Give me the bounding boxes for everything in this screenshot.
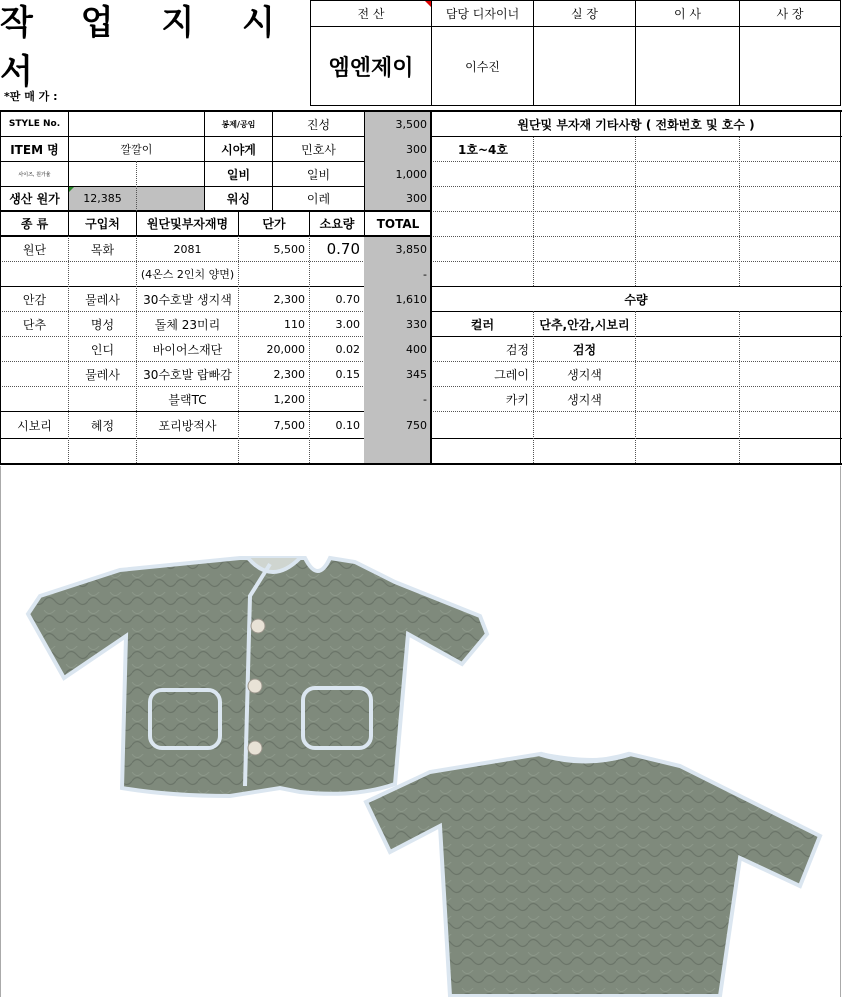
cell-note-icon — [69, 187, 74, 192]
material-total: 330 — [406, 317, 427, 331]
comment-marker-icon — [425, 1, 431, 7]
item-label: ITEM 명 — [10, 142, 59, 157]
quantity-title: 수량 — [624, 292, 648, 307]
document-title: 작 업 지 시 서 — [0, 3, 293, 92]
material-name: 2081 — [173, 242, 202, 256]
material-type: 안감 — [22, 292, 47, 307]
color-parts: 생지색 — [567, 392, 602, 407]
material-total: 1,610 — [395, 292, 427, 306]
material-name: 바이어스재단 — [152, 342, 223, 357]
material-qty: 0.02 — [335, 342, 360, 356]
jacket-back-view — [366, 754, 820, 996]
col-header-quantity: 소요량 — [319, 217, 355, 231]
material-price: 2,300 — [273, 292, 305, 306]
col-header-type: 종 류 — [20, 217, 49, 231]
product-photo — [0, 466, 842, 997]
sale-price-label: *판 매 가 : — [4, 90, 58, 103]
material-price: 2,300 — [273, 367, 305, 381]
material-name: 돌체 23미리 — [154, 317, 221, 332]
material-type: 단추 — [22, 317, 47, 332]
col-header-vendor: 구입처 — [85, 217, 120, 231]
material-total: 3,850 — [395, 242, 427, 256]
material-price: 110 — [284, 317, 305, 331]
color-name: 검정 — [505, 342, 529, 357]
approval-header-manager: 실 장 — [571, 7, 598, 21]
color-parts: 검정 — [572, 342, 597, 357]
approval-designer-value: 이수진 — [465, 59, 500, 74]
size-range: 1호~4호 — [458, 142, 508, 157]
parts-header: 단추,안감,시보리 — [539, 317, 630, 332]
material-vendor: 인디 — [90, 342, 115, 357]
size-cost-label: 사이즈, 원가율 — [18, 171, 51, 178]
approval-header-director: 이 사 — [674, 7, 701, 21]
approval-header-computer: 전 산 — [357, 7, 385, 21]
material-name: 포리방적사 — [158, 418, 217, 433]
process-price-finishing: 300 — [406, 142, 427, 156]
material-name: (4온스 2인치 양면) — [140, 268, 235, 281]
material-vendor: 목화 — [90, 242, 115, 257]
color-header: 컬러 — [470, 317, 495, 332]
process-price-misc: 1,000 — [395, 167, 427, 181]
material-vendor: 물레사 — [85, 292, 120, 307]
approval-header-ceo: 사 장 — [776, 7, 804, 21]
material-price: 1,200 — [273, 392, 305, 406]
material-total: - — [423, 267, 427, 281]
product-photo-area — [0, 466, 842, 997]
material-total: 750 — [406, 418, 427, 432]
material-vendor: 물레사 — [85, 367, 120, 382]
process-vendor-washing: 이레 — [306, 192, 331, 206]
material-qty: 3.00 — [335, 317, 360, 331]
material-qty: 0.10 — [335, 418, 360, 432]
item-value: 깔깔이 — [120, 143, 153, 156]
process-price-sewing: 3,500 — [395, 117, 427, 131]
material-qty: 0.70 — [335, 292, 360, 306]
process-vendor-sewing: 진성 — [306, 117, 331, 132]
material-price: 7,500 — [273, 418, 305, 432]
material-vendor: 명성 — [90, 317, 115, 332]
color-name: 그레이 — [494, 367, 529, 382]
approval-computer-value: 엠엔제이 — [328, 55, 414, 81]
color-name: 카키 — [505, 392, 529, 407]
col-header-material: 원단및부자재명 — [146, 217, 229, 231]
process-label-misc: 일비 — [226, 167, 251, 182]
production-cost-label: 생산 원가 — [9, 192, 60, 206]
material-name: 블랙TC — [168, 392, 207, 407]
material-name: 30수호발 랍빠감 — [143, 367, 232, 382]
material-type: 시보리 — [17, 418, 52, 433]
material-qty: 0.15 — [335, 367, 360, 381]
process-price-washing: 300 — [406, 192, 427, 205]
jacket-front-view — [28, 558, 487, 796]
process-label-finishing: 시야게 — [221, 142, 256, 157]
material-type: 원단 — [22, 242, 47, 257]
col-header-total: TOTAL — [376, 216, 420, 231]
material-total: 400 — [406, 342, 427, 356]
col-header-unit-price: 단가 — [262, 217, 286, 231]
material-vendor: 혜정 — [90, 418, 115, 433]
material-price: 5,500 — [273, 242, 305, 256]
material-total: 345 — [406, 367, 427, 381]
color-parts: 생지색 — [567, 367, 602, 382]
process-label-washing: 워싱 — [226, 192, 251, 206]
style-no-label: STYLE No. — [8, 119, 61, 129]
material-name: 30수호발 생지색 — [143, 292, 232, 307]
material-price: 20,000 — [266, 342, 305, 356]
production-cost-value: 12,385 — [83, 192, 122, 205]
approval-header-designer: 담당 디자이너 — [445, 7, 520, 21]
process-vendor-misc: 일비 — [306, 167, 331, 182]
notes-title: 원단및 부자재 기타사항 ( 전화번호 및 호수 ) — [517, 117, 755, 132]
material-total: - — [423, 392, 427, 406]
process-vendor-finishing: 민호사 — [301, 142, 336, 157]
material-qty: 0.70 — [326, 240, 360, 258]
process-label-sewing: 봉제/공임 — [221, 119, 256, 129]
